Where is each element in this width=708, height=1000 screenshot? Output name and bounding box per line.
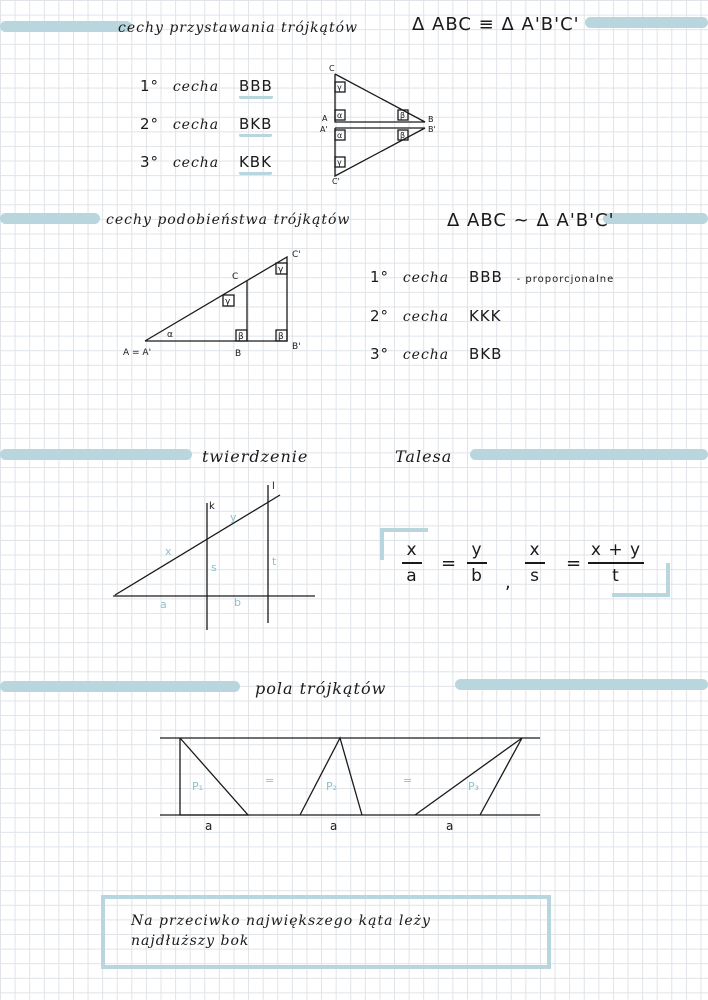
- comma: ,: [505, 572, 512, 593]
- segment-t-label: t: [272, 555, 277, 568]
- vertex-b-prime: B': [428, 125, 436, 134]
- equals-sign: =: [403, 774, 413, 787]
- segment-b-label: b: [234, 596, 241, 609]
- angle-alpha: α: [337, 111, 343, 120]
- line-l-label: l: [272, 481, 275, 492]
- section-title-thales-left: twierdzenie: [202, 447, 309, 466]
- item-code: KBK: [239, 153, 272, 175]
- fraction-x-over-s: x s: [525, 540, 545, 586]
- congruence-figure: [310, 60, 450, 190]
- note-line-2: najdłuższy bok: [131, 933, 250, 949]
- similarity-relation: Δ ABC ~ Δ A'B'C': [447, 210, 615, 231]
- base-a-label: a: [446, 819, 454, 833]
- header-bar-left: [0, 213, 100, 224]
- area-p1-label: P₁: [192, 780, 204, 793]
- vertex-a: A: [322, 114, 328, 123]
- list-item: [140, 153, 272, 171]
- thales-figure: [105, 475, 325, 635]
- item-number: 3°: [140, 153, 160, 171]
- section-title-areas: pola trójkątów: [255, 679, 387, 698]
- list-item: [370, 268, 614, 286]
- angle-beta: β: [400, 111, 406, 120]
- list-item: [140, 115, 272, 133]
- item-number: 2°: [140, 115, 160, 133]
- item-word: cecha: [172, 117, 220, 133]
- angle-beta: β: [400, 131, 406, 140]
- item-note: - proporcjonalne: [516, 274, 615, 285]
- item-code: BKB: [239, 115, 272, 137]
- section-title-thales-right: Talesa: [395, 447, 453, 466]
- header-bar-right: [603, 213, 708, 224]
- vertex-b: B: [235, 349, 242, 359]
- header-bar-right: [455, 679, 708, 690]
- item-number: 3°: [370, 345, 390, 363]
- header-bar-right: [585, 17, 708, 28]
- header-bar-left: [0, 681, 240, 692]
- angle-alpha: α: [167, 330, 173, 340]
- section-title-congruence: cechy przystawania trójkątów: [118, 20, 359, 36]
- angle-alpha: α: [337, 131, 343, 140]
- item-code: BBB: [468, 268, 503, 286]
- similarity-figure: [115, 245, 315, 370]
- item-code: BBB: [239, 77, 273, 99]
- equals-sign: =: [265, 774, 275, 787]
- vertex-c: C: [329, 64, 335, 73]
- vertex-b: B: [428, 115, 434, 124]
- vertex-a-a-prime: A = A': [123, 348, 152, 358]
- segment-y-label: y: [230, 511, 237, 524]
- vertex-c-prime: C': [292, 250, 301, 260]
- vertex-c: C: [232, 272, 239, 282]
- segment-a-label: a: [160, 598, 167, 611]
- fraction-x-over-a: x a: [402, 540, 422, 586]
- item-word: cecha: [402, 347, 450, 363]
- list-item: [370, 345, 502, 363]
- header-bar-left: [0, 21, 132, 32]
- list-item: [370, 307, 501, 325]
- angle-beta: β: [278, 332, 284, 342]
- fraction-xy-over-t: x + y t: [588, 540, 644, 586]
- line-k-label: k: [209, 501, 215, 512]
- congruence-relation: Δ ABC ≡ Δ A'B'C': [412, 14, 580, 35]
- area-p2-label: P₂: [326, 780, 338, 793]
- item-number: 1°: [140, 77, 160, 95]
- note-line-1: Na przeciwko największego kąta leży: [131, 913, 431, 929]
- item-word: cecha: [172, 155, 220, 171]
- item-code: KKK: [468, 307, 502, 325]
- equals-sign: =: [441, 553, 458, 574]
- areas-figure: [150, 728, 550, 838]
- area-p3-label: P₃: [468, 780, 480, 793]
- list-item: [140, 77, 273, 95]
- fraction-y-over-b: y b: [467, 540, 487, 586]
- angle-gamma: γ: [278, 265, 284, 275]
- item-number: 1°: [370, 268, 390, 286]
- angle-beta: β: [238, 332, 244, 342]
- vertex-a-prime: A': [320, 125, 328, 134]
- note-box: [101, 895, 551, 969]
- header-bar-right: [470, 449, 708, 460]
- vertex-b-prime: B': [292, 342, 301, 352]
- angle-gamma: γ: [337, 158, 342, 167]
- base-a-label: a: [205, 819, 213, 833]
- section-title-similarity: cechy podobieństwa trójkątów: [106, 212, 351, 228]
- item-number: 2°: [370, 307, 390, 325]
- angle-gamma: γ: [225, 297, 231, 307]
- item-word: cecha: [172, 79, 220, 95]
- header-bar-left: [0, 449, 192, 460]
- item-word: cecha: [402, 270, 450, 286]
- item-code: BKB: [468, 345, 503, 363]
- equals-sign: =: [566, 553, 583, 574]
- angle-gamma: γ: [337, 83, 342, 92]
- vertex-c-prime: C': [332, 177, 340, 186]
- item-word: cecha: [402, 309, 450, 325]
- segment-s-label: s: [211, 561, 217, 574]
- segment-x-label: x: [165, 545, 172, 558]
- base-a-label: a: [330, 819, 338, 833]
